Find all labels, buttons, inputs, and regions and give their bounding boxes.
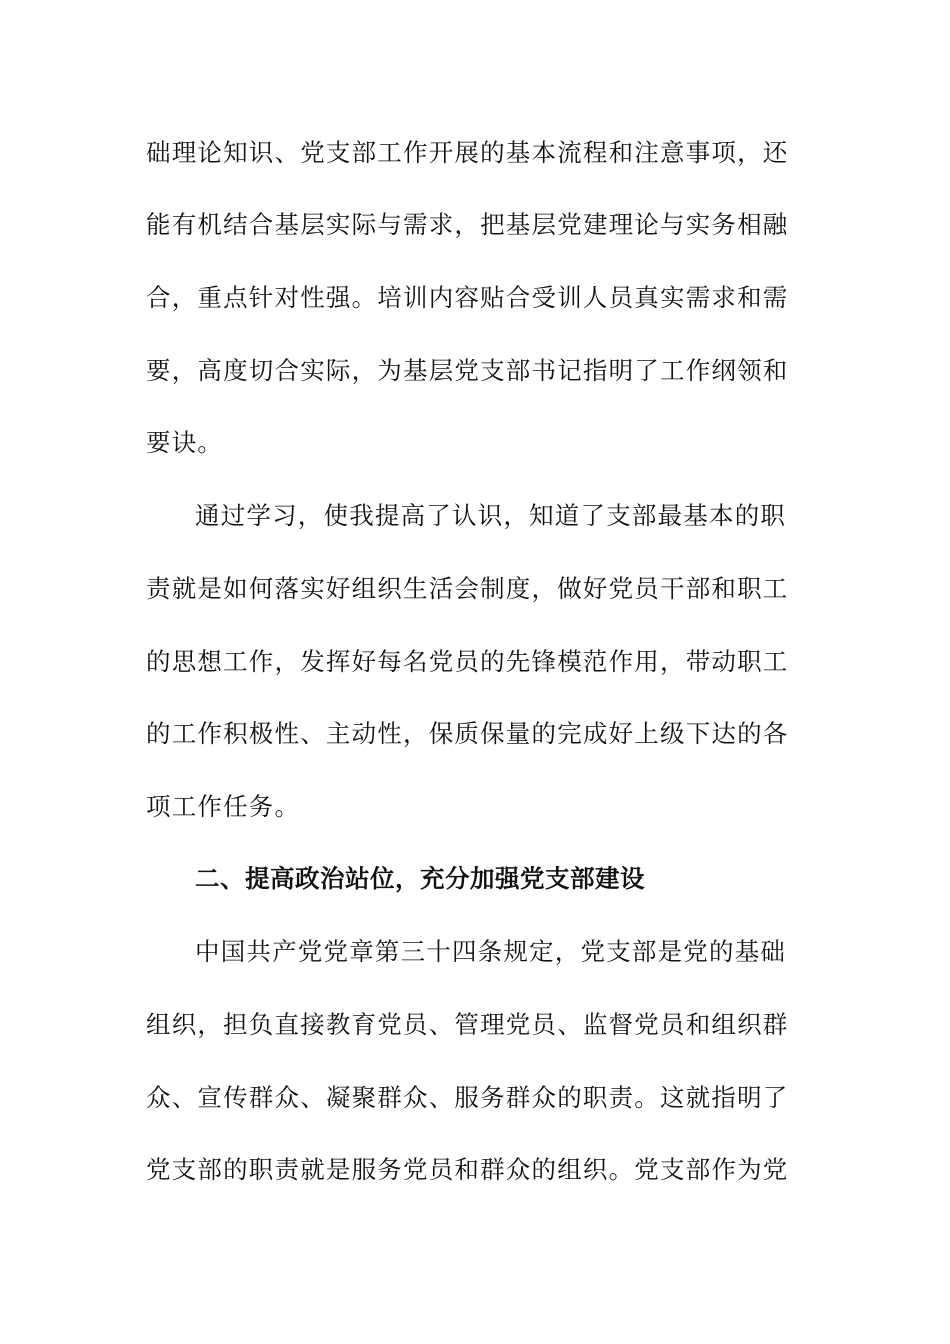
text-line: 合，重点针对性强。培训内容贴合受训人员真实需求和需 bbox=[146, 283, 789, 312]
text-line: 的思想工作，发挥好每名党员的先锋模范作用，带动职工 bbox=[146, 647, 789, 676]
text-line: 中国共产党党章第三十四条规定，党支部是党的基础 bbox=[195, 937, 787, 966]
text-line: 责就是如何落实好组织生活会制度，做好党员干部和职工 bbox=[146, 574, 789, 603]
text-line: 础理论知识、党支部工作开展的基本流程和注意事项，还 bbox=[146, 138, 789, 167]
section-heading: 二、提高政治站位，充分加强党支部建设 bbox=[195, 864, 645, 893]
text-line: 的工作积极性、主动性，保质保量的完成好上级下达的各 bbox=[146, 719, 789, 748]
text-line: 要，高度切合实际，为基层党支部书记指明了工作纲领和 bbox=[146, 356, 789, 385]
text-line: 能有机结合基层实际与需求，把基层党建理论与实务相融 bbox=[146, 210, 789, 239]
text-line: 要诀。 bbox=[146, 428, 224, 457]
text-line: 党支部的职责就是服务党员和群众的组织。党支部作为党 bbox=[146, 1155, 789, 1184]
text-line: 组织，担负直接教育党员、管理党员、监督党员和组织群 bbox=[146, 1010, 789, 1039]
text-line: 项工作任务。 bbox=[146, 792, 301, 821]
text-line: 众、宣传群众、凝聚群众、服务群众的职责。这就指明了 bbox=[146, 1083, 789, 1112]
text-line: 通过学习，使我提高了认识，知道了支部最基本的职 bbox=[195, 501, 787, 530]
